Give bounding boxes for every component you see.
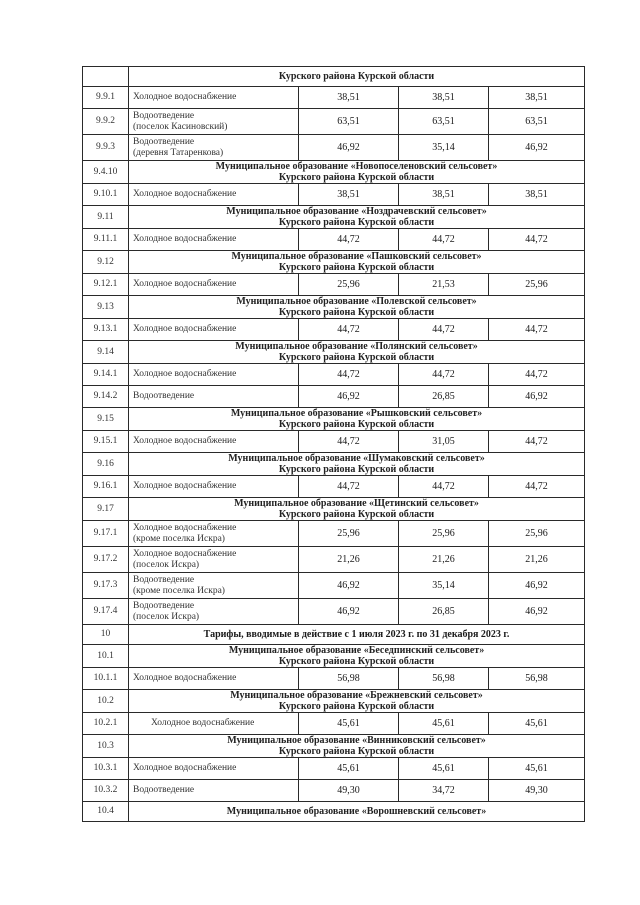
- tariff-row: [83, 431, 585, 453]
- municipality-title: [129, 498, 585, 521]
- service-name-line: Холодное водоснабжение: [133, 673, 237, 683]
- tariff-value: 46,92: [489, 135, 585, 161]
- tariff-value: 56,98: [399, 668, 489, 690]
- tariff-row: [83, 668, 585, 690]
- tariff-value: 44,72: [489, 364, 585, 386]
- tariff-row: [83, 476, 585, 498]
- tariff-value: 38,51: [489, 87, 585, 109]
- row-number: 10.3: [83, 735, 129, 758]
- tariff-value: 44,72: [299, 229, 399, 251]
- municipality-row: [83, 735, 585, 758]
- service-name-line: Холодное водоснабжение: [133, 522, 237, 533]
- service-name: [129, 573, 299, 599]
- service-name: [129, 476, 299, 498]
- tariff-value: 56,98: [299, 668, 399, 690]
- tariff-value: 56,98: [489, 668, 585, 690]
- row-number: 9.9.2: [83, 109, 129, 135]
- service-name: [129, 547, 299, 573]
- municipality-row: [83, 408, 585, 431]
- tariff-value: 31,05: [399, 431, 489, 453]
- service-name-line: Холодное водоснабжение: [133, 763, 237, 773]
- tariff-value: 44,72: [489, 229, 585, 251]
- row-number: [83, 67, 129, 87]
- service-name-line: (поселок Искра): [133, 559, 200, 570]
- municipality-title: [129, 206, 585, 229]
- row-number: 9.13.1: [83, 319, 129, 341]
- tariff-value: 35,14: [399, 135, 489, 161]
- tariff-value: 21,53: [399, 274, 489, 296]
- title-line: Муниципальное образование «Рышковский сельсовет»: [230, 408, 483, 419]
- service-name-line: Холодное водоснабжение: [151, 718, 255, 728]
- tariff-row: [83, 184, 585, 206]
- municipality-title: [129, 161, 585, 184]
- service-name: [129, 599, 299, 625]
- title-line: Курского района Курской области: [278, 352, 435, 363]
- row-number: 9.14.2: [83, 386, 129, 408]
- tariff-row: [83, 547, 585, 573]
- tariff-value: 46,92: [299, 386, 399, 408]
- row-number: 9.15.1: [83, 431, 129, 453]
- tariff-row: [83, 109, 585, 135]
- row-number: 9.16.1: [83, 476, 129, 498]
- service-name-line: Водоотведение: [133, 110, 195, 121]
- municipality-title: [129, 735, 585, 758]
- row-number: 9.14: [83, 341, 129, 364]
- service-name: [129, 229, 299, 251]
- service-name-line: Холодное водоснабжение: [133, 324, 237, 334]
- tariff-row: [83, 274, 585, 296]
- municipality-row: [83, 802, 585, 822]
- tariff-value: 25,96: [489, 274, 585, 296]
- tariff-value: 44,72: [399, 319, 489, 341]
- municipality-row: [83, 453, 585, 476]
- tariff-value: 46,92: [489, 573, 585, 599]
- municipality-title: [129, 251, 585, 274]
- municipality-row: [83, 296, 585, 319]
- tariff-value: 45,61: [399, 713, 489, 735]
- row-number: 9.4.10: [83, 161, 129, 184]
- tariff-value: 21,26: [399, 547, 489, 573]
- tariff-value: 21,26: [489, 547, 585, 573]
- municipality-row: [83, 645, 585, 668]
- tariff-row: [83, 758, 585, 780]
- municipality-row: [83, 341, 585, 364]
- service-name-line: Холодное водоснабжение: [133, 92, 237, 102]
- title-line: Курского района Курской области: [278, 262, 435, 273]
- title-line: Муниципальное образование «Ноздрачевский сельсовет»: [226, 206, 487, 217]
- row-number: 9.15: [83, 408, 129, 431]
- title-line: Курского района Курской области: [278, 701, 435, 712]
- municipality-row: [83, 67, 585, 87]
- service-name: [129, 319, 299, 341]
- service-name-line: (кроме поселка Искра): [133, 585, 225, 596]
- service-name: [129, 758, 299, 780]
- service-name-line: Водоотведение: [133, 574, 195, 585]
- title-line: Муниципальное образование «Брежневский сельсовет»: [230, 690, 483, 701]
- period-row: [83, 625, 585, 645]
- tariff-value: 44,72: [299, 431, 399, 453]
- row-number: 10.1.1: [83, 668, 129, 690]
- title-line: Муниципальное образование «Винниковский сельсовет»: [227, 735, 486, 746]
- tariff-value: 49,30: [299, 780, 399, 802]
- row-number: 9.9.3: [83, 135, 129, 161]
- title-line: Курского района Курской области: [278, 746, 435, 757]
- row-number: 10.3.1: [83, 758, 129, 780]
- service-name: [129, 87, 299, 109]
- service-name-line: Холодное водоснабжение: [133, 189, 237, 199]
- tariff-row: [83, 521, 585, 547]
- service-name-line: Водоотведение: [133, 391, 195, 401]
- tariff-value: 45,61: [489, 713, 585, 735]
- row-number: 9.16: [83, 453, 129, 476]
- tariff-row: [83, 599, 585, 625]
- tariff-value: 25,96: [299, 274, 399, 296]
- tariff-value: 38,51: [299, 87, 399, 109]
- title-line: Курского района Курской области: [278, 71, 435, 82]
- row-number: 10.4: [83, 802, 129, 822]
- service-name-line: (поселок Касиновский): [133, 121, 228, 132]
- tariff-value: 45,61: [399, 758, 489, 780]
- tariff-value: 26,85: [399, 386, 489, 408]
- title-line: Муниципальное образование «Пашковский сельсовет»: [231, 251, 482, 262]
- tariff-value: 45,61: [299, 758, 399, 780]
- tariff-value: 25,96: [299, 521, 399, 547]
- service-name: [129, 184, 299, 206]
- service-name: [129, 135, 299, 161]
- tariff-value: 38,51: [489, 184, 585, 206]
- tariff-value: 49,30: [489, 780, 585, 802]
- tariff-value: 63,51: [489, 109, 585, 135]
- municipality-title: [129, 341, 585, 364]
- municipality-row: [83, 206, 585, 229]
- tariff-value: 46,92: [299, 573, 399, 599]
- tariff-table: [82, 66, 585, 822]
- tariff-value: 44,72: [399, 364, 489, 386]
- tariff-row: [83, 319, 585, 341]
- municipality-title: [129, 802, 585, 822]
- tariff-row: [83, 135, 585, 161]
- row-number: 9.17.2: [83, 547, 129, 573]
- row-number: 10: [83, 625, 129, 645]
- municipality-row: [83, 690, 585, 713]
- row-number: 9.12: [83, 251, 129, 274]
- tariff-value: 38,51: [399, 184, 489, 206]
- service-name: [129, 780, 299, 802]
- tariff-value: 34,72: [399, 780, 489, 802]
- tariff-value: 46,92: [299, 135, 399, 161]
- service-name: [129, 521, 299, 547]
- service-name: [129, 431, 299, 453]
- title-line: Курского района Курской области: [278, 509, 435, 520]
- service-name: [129, 713, 299, 735]
- title-line: Муниципальное образование «Шумаковский сельсовет»: [228, 453, 485, 464]
- service-name-line: Холодное водоснабжение: [133, 234, 237, 244]
- service-name-line: Холодное водоснабжение: [133, 436, 237, 446]
- tariff-value: 44,72: [299, 476, 399, 498]
- service-name-line: (кроме поселка Искра): [133, 533, 225, 544]
- service-name-line: Холодное водоснабжение: [133, 481, 237, 491]
- row-number: 9.11.1: [83, 229, 129, 251]
- service-name-line: (деревня Татаренкова): [133, 147, 224, 158]
- tariff-value: 21,26: [299, 547, 399, 573]
- row-number: 10.2: [83, 690, 129, 713]
- title-line: Муниципальное образование «Ворошневский сельсовет»: [226, 806, 487, 817]
- row-number: 9.17.3: [83, 573, 129, 599]
- tariff-value: 38,51: [399, 87, 489, 109]
- tariff-row: [83, 386, 585, 408]
- tariff-value: 44,72: [299, 319, 399, 341]
- service-name-line: Холодное водоснабжение: [133, 369, 237, 379]
- tariff-row: [83, 87, 585, 109]
- tariff-value: 25,96: [489, 521, 585, 547]
- tariff-value: 26,85: [399, 599, 489, 625]
- title-line: Курского района Курской области: [278, 464, 435, 475]
- service-name: [129, 109, 299, 135]
- service-name-line: Водоотведение: [133, 600, 195, 611]
- row-number: 9.17: [83, 498, 129, 521]
- tariff-value: 44,72: [399, 476, 489, 498]
- row-number: 9.14.1: [83, 364, 129, 386]
- service-name-line: Холодное водоснабжение: [133, 279, 237, 289]
- title-line: Муниципальное образование «Полевской сельсовет»: [236, 296, 477, 307]
- period-title: [129, 625, 585, 645]
- title-line: Курского района Курской области: [278, 656, 435, 667]
- title-line: Тарифы, вводимые в действие с 1 июля 2023 г. по 31 декабря 2023 г.: [203, 629, 510, 640]
- municipality-title: [129, 453, 585, 476]
- municipality-row: [83, 161, 585, 184]
- tariff-row: [83, 573, 585, 599]
- tariff-value: 45,61: [489, 758, 585, 780]
- title-line: Курского района Курской области: [278, 217, 435, 228]
- municipality-title: [129, 645, 585, 668]
- tariff-value: 44,72: [299, 364, 399, 386]
- row-number: 9.17.4: [83, 599, 129, 625]
- tariff-row: [83, 229, 585, 251]
- tariff-value: 44,72: [489, 476, 585, 498]
- service-name: [129, 274, 299, 296]
- service-name: [129, 668, 299, 690]
- tariff-value: 44,72: [489, 319, 585, 341]
- tariff-value: 46,92: [489, 386, 585, 408]
- row-number: 9.11: [83, 206, 129, 229]
- tariff-value: 46,92: [299, 599, 399, 625]
- tariff-value: 35,14: [399, 573, 489, 599]
- tariff-table-body: [83, 67, 585, 822]
- tariff-value: 63,51: [299, 109, 399, 135]
- row-number: 10.2.1: [83, 713, 129, 735]
- tariff-value: 45,61: [299, 713, 399, 735]
- tariff-value: 44,72: [489, 431, 585, 453]
- row-number: 9.9.1: [83, 87, 129, 109]
- municipality-title: [129, 67, 585, 87]
- municipality-title: [129, 296, 585, 319]
- title-line: Муниципальное образование «Щетинский сельсовет»: [234, 498, 479, 509]
- title-line: Муниципальное образование «Беседпинский сельсовет»: [228, 645, 485, 656]
- row-number: 9.17.1: [83, 521, 129, 547]
- row-number: 9.13: [83, 296, 129, 319]
- service-name: [129, 364, 299, 386]
- row-number: 9.10.1: [83, 184, 129, 206]
- title-line: Курского района Курской области: [278, 172, 435, 183]
- service-name-line: Водоотведение: [133, 785, 195, 795]
- title-line: Муниципальное образование «Полянский сельсовет»: [235, 341, 478, 352]
- row-number: 9.12.1: [83, 274, 129, 296]
- service-name-line: Холодное водоснабжение: [133, 548, 237, 559]
- title-line: Муниципальное образование «Новопоселеновский сельсовет»: [215, 161, 498, 172]
- title-line: Курского района Курской области: [278, 419, 435, 430]
- tariff-document: [82, 66, 584, 822]
- municipality-title: [129, 408, 585, 431]
- tariff-value: 44,72: [399, 229, 489, 251]
- tariff-row: [83, 713, 585, 735]
- tariff-value: 63,51: [399, 109, 489, 135]
- municipality-title: [129, 690, 585, 713]
- municipality-row: [83, 498, 585, 521]
- tariff-value: 38,51: [299, 184, 399, 206]
- municipality-row: [83, 251, 585, 274]
- tariff-row: [83, 364, 585, 386]
- service-name-line: Водоотведение: [133, 136, 195, 147]
- service-name: [129, 386, 299, 408]
- tariff-value: 25,96: [399, 521, 489, 547]
- tariff-row: [83, 780, 585, 802]
- row-number: 10.3.2: [83, 780, 129, 802]
- tariff-value: 46,92: [489, 599, 585, 625]
- title-line: Курского района Курской области: [278, 307, 435, 318]
- service-name-line: (поселок Искра): [133, 611, 200, 622]
- row-number: 10.1: [83, 645, 129, 668]
